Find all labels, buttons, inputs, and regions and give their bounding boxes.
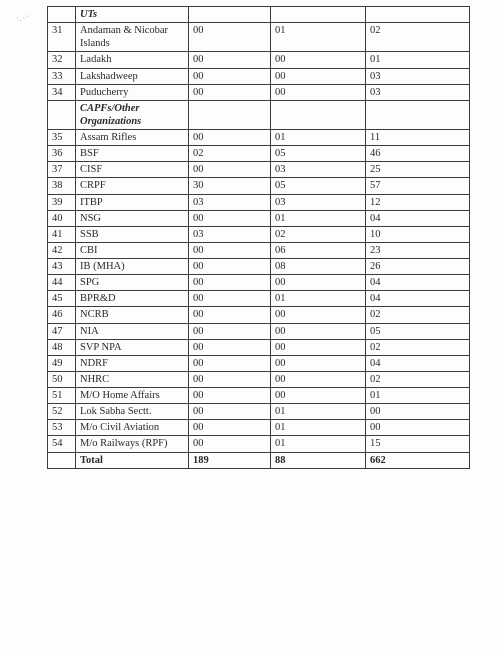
- total-col-3: 662: [366, 452, 470, 468]
- serial-number: 41: [48, 226, 76, 242]
- awards-table: [47, 6, 470, 469]
- value-col-3: 04: [366, 355, 470, 371]
- serial-number: 39: [48, 194, 76, 210]
- table-row: [48, 52, 470, 68]
- empty-cell: [366, 7, 470, 23]
- value-col-3: 23: [366, 242, 470, 258]
- value-col-3: 46: [366, 146, 470, 162]
- serial-number: 47: [48, 323, 76, 339]
- table-row: [48, 23, 470, 52]
- value-col-3: 26: [366, 259, 470, 275]
- total-label: Total: [76, 452, 189, 468]
- value-col-1: 00: [189, 68, 271, 84]
- organization-name: IB (MHA): [76, 259, 189, 275]
- value-col-1: 00: [189, 307, 271, 323]
- serial-number: 37: [48, 162, 76, 178]
- empty-cell: [366, 100, 470, 129]
- section-heading: UTs: [76, 7, 189, 23]
- value-col-1: 00: [189, 23, 271, 52]
- table-row: [48, 68, 470, 84]
- table-row: [48, 226, 470, 242]
- value-col-1: 00: [189, 162, 271, 178]
- value-col-1: 00: [189, 291, 271, 307]
- table-row: [48, 210, 470, 226]
- serial-number: 31: [48, 23, 76, 52]
- value-col-3: 05: [366, 323, 470, 339]
- value-col-2: 00: [271, 52, 366, 68]
- value-col-2: 08: [271, 259, 366, 275]
- organization-name: CBI: [76, 242, 189, 258]
- section-header-row: [48, 7, 470, 23]
- value-col-2: 00: [271, 339, 366, 355]
- serial-number: 49: [48, 355, 76, 371]
- table-row: [48, 436, 470, 452]
- table-row: [48, 307, 470, 323]
- value-col-2: 00: [271, 371, 366, 387]
- empty-cell: [271, 7, 366, 23]
- value-col-1: 03: [189, 194, 271, 210]
- serial-number: 44: [48, 275, 76, 291]
- table-row: [48, 259, 470, 275]
- serial-number: 43: [48, 259, 76, 275]
- value-col-2: 01: [271, 420, 366, 436]
- value-col-1: 00: [189, 242, 271, 258]
- organization-name: SVP NPA: [76, 339, 189, 355]
- value-col-3: 02: [366, 23, 470, 52]
- value-col-2: 00: [271, 307, 366, 323]
- value-col-2: 00: [271, 84, 366, 100]
- serial-number: 53: [48, 420, 76, 436]
- value-col-2: 00: [271, 355, 366, 371]
- empty-cell: [189, 100, 271, 129]
- value-col-2: 01: [271, 130, 366, 146]
- table-row: [48, 388, 470, 404]
- table-row: [48, 404, 470, 420]
- organization-name: Lok Sabha Sectt.: [76, 404, 189, 420]
- table-row: [48, 275, 470, 291]
- serial-number: 45: [48, 291, 76, 307]
- organization-name: Puducherry: [76, 84, 189, 100]
- organization-name: SPG: [76, 275, 189, 291]
- value-col-3: 03: [366, 84, 470, 100]
- value-col-3: 02: [366, 371, 470, 387]
- value-col-2: 00: [271, 323, 366, 339]
- organization-name: SSB: [76, 226, 189, 242]
- organization-name: Assam Rifles: [76, 130, 189, 146]
- value-col-3: 04: [366, 291, 470, 307]
- serial-number: 34: [48, 84, 76, 100]
- value-col-2: 02: [271, 226, 366, 242]
- table-row: [48, 146, 470, 162]
- serial-number: 32: [48, 52, 76, 68]
- value-col-2: 06: [271, 242, 366, 258]
- value-col-3: 02: [366, 307, 470, 323]
- serial-number: 54: [48, 436, 76, 452]
- organization-name: NSG: [76, 210, 189, 226]
- organization-name: Andaman & Nicobar Islands: [76, 23, 189, 52]
- section-heading: CAPFs/Other Organizations: [76, 100, 189, 129]
- table-row: [48, 242, 470, 258]
- organization-name: M/o Railways (RPF): [76, 436, 189, 452]
- table-row: [48, 130, 470, 146]
- table-row: [48, 162, 470, 178]
- value-col-3: 04: [366, 210, 470, 226]
- value-col-1: 02: [189, 146, 271, 162]
- value-col-2: 00: [271, 388, 366, 404]
- empty-cell: [189, 7, 271, 23]
- organization-name: NIA: [76, 323, 189, 339]
- table-row: [48, 178, 470, 194]
- value-col-2: 01: [271, 23, 366, 52]
- value-col-3: 11: [366, 130, 470, 146]
- serial-number: 40: [48, 210, 76, 226]
- value-col-3: 04: [366, 275, 470, 291]
- value-col-3: 03: [366, 68, 470, 84]
- total-row: [48, 452, 470, 468]
- organization-name: M/O Home Affairs: [76, 388, 189, 404]
- serial-number: 46: [48, 307, 76, 323]
- organization-name: Ladakh: [76, 52, 189, 68]
- serial-number: 50: [48, 371, 76, 387]
- value-col-1: 00: [189, 436, 271, 452]
- total-col-1: 189: [189, 452, 271, 468]
- table-row: [48, 371, 470, 387]
- serial-number: 51: [48, 388, 76, 404]
- value-col-1: 00: [189, 355, 271, 371]
- value-col-2: 00: [271, 275, 366, 291]
- serial-number: 33: [48, 68, 76, 84]
- organization-name: NDRF: [76, 355, 189, 371]
- organization-name: CRPF: [76, 178, 189, 194]
- value-col-2: 01: [271, 210, 366, 226]
- table-row: [48, 84, 470, 100]
- table-row: [48, 339, 470, 355]
- value-col-3: 02: [366, 339, 470, 355]
- value-col-3: 10: [366, 226, 470, 242]
- empty-cell: [48, 452, 76, 468]
- table-row: [48, 291, 470, 307]
- value-col-1: 00: [189, 84, 271, 100]
- serial-number: 48: [48, 339, 76, 355]
- serial-number: 38: [48, 178, 76, 194]
- organization-name: NCRB: [76, 307, 189, 323]
- serial-number: 35: [48, 130, 76, 146]
- organization-name: BPR&D: [76, 291, 189, 307]
- value-col-1: 30: [189, 178, 271, 194]
- organization-name: M/o Civil Aviation: [76, 420, 189, 436]
- organization-name: BSF: [76, 146, 189, 162]
- value-col-3: 00: [366, 420, 470, 436]
- value-col-3: 01: [366, 388, 470, 404]
- value-col-2: 05: [271, 146, 366, 162]
- value-col-1: 00: [189, 388, 271, 404]
- value-col-3: 01: [366, 52, 470, 68]
- organization-name: ITBP: [76, 194, 189, 210]
- section-header-row: [48, 100, 470, 129]
- table-row: [48, 323, 470, 339]
- value-col-1: 03: [189, 226, 271, 242]
- value-col-3: 25: [366, 162, 470, 178]
- table-row: [48, 420, 470, 436]
- value-col-3: 57: [366, 178, 470, 194]
- value-col-1: 00: [189, 323, 271, 339]
- value-col-2: 01: [271, 436, 366, 452]
- value-col-2: 05: [271, 178, 366, 194]
- value-col-1: 00: [189, 130, 271, 146]
- value-col-1: 00: [189, 52, 271, 68]
- value-col-3: 12: [366, 194, 470, 210]
- value-col-2: 03: [271, 194, 366, 210]
- value-col-3: 00: [366, 404, 470, 420]
- value-col-1: 00: [189, 259, 271, 275]
- table-row: [48, 194, 470, 210]
- awards-table-body: [48, 7, 470, 469]
- serial-number: 36: [48, 146, 76, 162]
- table-row: [48, 355, 470, 371]
- serial-number: 52: [48, 404, 76, 420]
- organization-name: Lakshadweep: [76, 68, 189, 84]
- organization-name: CISF: [76, 162, 189, 178]
- value-col-2: 01: [271, 291, 366, 307]
- value-col-2: 00: [271, 68, 366, 84]
- organization-name: NHRC: [76, 371, 189, 387]
- value-col-1: 00: [189, 210, 271, 226]
- value-col-1: 00: [189, 420, 271, 436]
- value-col-1: 00: [189, 339, 271, 355]
- empty-cell: [271, 100, 366, 129]
- total-col-2: 88: [271, 452, 366, 468]
- empty-cell: [48, 7, 76, 23]
- value-col-3: 15: [366, 436, 470, 452]
- value-col-1: 00: [189, 404, 271, 420]
- value-col-1: 00: [189, 275, 271, 291]
- value-col-1: 00: [189, 371, 271, 387]
- serial-number: 42: [48, 242, 76, 258]
- value-col-2: 01: [271, 404, 366, 420]
- empty-cell: [48, 100, 76, 129]
- scan-mark: ·.·': [16, 14, 29, 23]
- value-col-2: 03: [271, 162, 366, 178]
